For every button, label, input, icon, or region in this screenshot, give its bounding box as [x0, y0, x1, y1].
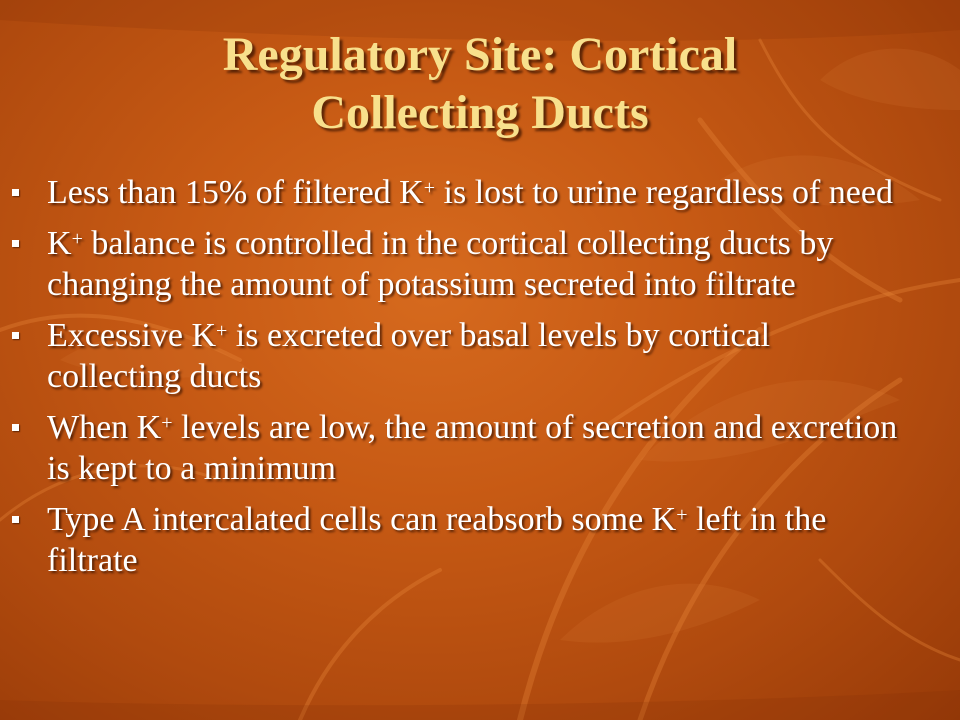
- bullet-text: is excreted over basal levels by cortical collecting ducts: [47, 317, 771, 395]
- bullet-text: levels are low, the amount of secretion and excretion is kept to a minimum: [47, 409, 898, 487]
- superscript-text: +: [216, 320, 228, 342]
- square-bullet-icon: [12, 240, 19, 247]
- bullet-item: [12, 223, 912, 305]
- bullet-item: [12, 315, 912, 397]
- square-bullet-icon: [12, 332, 19, 339]
- bullet-list: [12, 172, 912, 591]
- bullet-item: [12, 499, 912, 581]
- bullet-text: is lost to urine regardless of need: [435, 174, 893, 211]
- superscript-text: +: [423, 177, 436, 199]
- slide-title-line-1: Regulatory Site: Cortical: [222, 28, 738, 81]
- bullet-text: K: [47, 225, 72, 262]
- bullet-text: Excessive K: [47, 317, 217, 354]
- square-bullet-icon: [12, 189, 19, 196]
- square-bullet-icon: [12, 424, 19, 431]
- slide-title: [80, 26, 880, 142]
- superscript-text: +: [161, 412, 173, 434]
- bullet-item: [12, 172, 912, 213]
- bullet-text: balance is controlled in the cortical collecting ducts by changing the amount of potassium secreted into filtrate: [47, 225, 834, 303]
- slide-title-line-2: Collecting Ducts: [311, 86, 649, 139]
- superscript-text: +: [71, 228, 83, 250]
- bullet-text: left in the filtrate: [47, 501, 827, 579]
- bullet-text: Less than 15% of filtered K: [47, 174, 424, 211]
- superscript-text: +: [676, 504, 688, 526]
- bullet-text: Type A intercalated cells can reabsorb some K: [47, 501, 677, 538]
- bullet-text: When K: [47, 409, 162, 446]
- square-bullet-icon: [12, 516, 19, 523]
- bullet-item: [12, 407, 912, 489]
